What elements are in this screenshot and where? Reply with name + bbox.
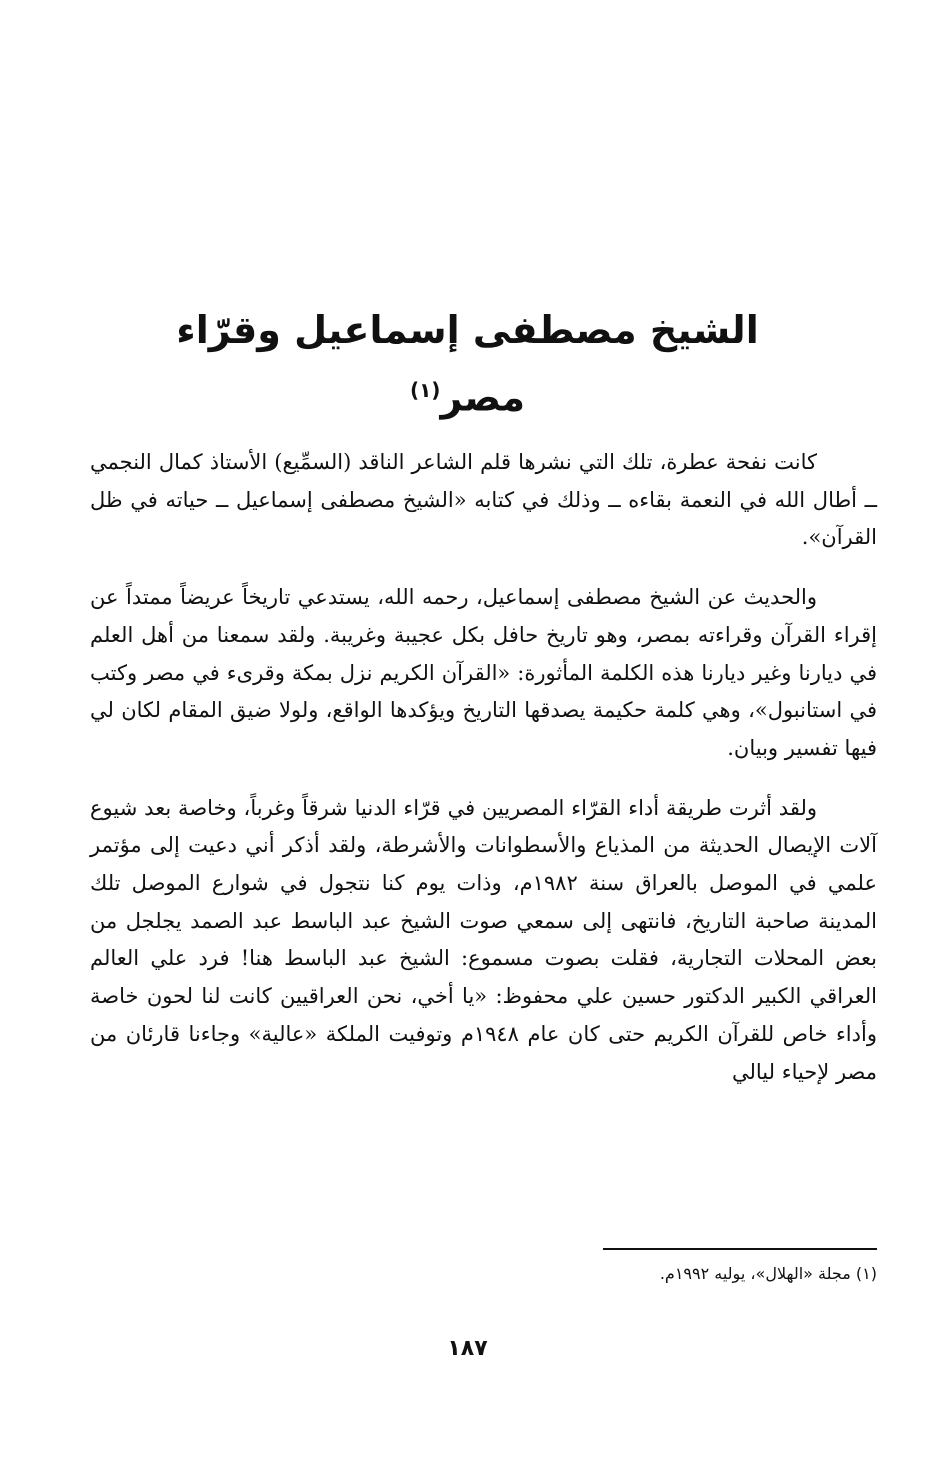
body-text [90,444,877,1113]
paragraph-2: والحديث عن الشيخ مصطفى إسماعيل، رحمه الله، يستدعي تاريخاً عريضاً ممتداً عن إقراء القرآن وقراءته بمصر، وهو تاريخ حافل بكل عجيبة وغريبة. ولقد سمعنا من أهل العلم في ديارنا وغير ديارنا هذه الكلمة المأثورة: «القرآن الكريم نزل بمكة وقرىء في مصر وكتب في استانبول»، وهي كلمة حكيمة يصدقها التاريخ ويؤكدها الواقع، ولولا ضيق المقام لكان لي فيها تفسير وبيان. [90,585,877,760]
footnote-divider [603,1248,877,1250]
chapter-title [150,300,785,428]
footnote: (١) مجلة «الهلال»، يوليه ١٩٩٢م. [659,1264,877,1283]
footnote-reference: (١) [409,378,441,402]
page-number: ١٨٧ [447,1336,488,1361]
chapter-title-text: الشيخ مصطفى إسماعيل وقرّاء مصر [176,308,759,420]
paragraph-3: ولقد أثرت طريقة أداء القرّاء المصريين في قرّاء الدنيا شرقاً وغرباً، وخاصة بعد شيوع آلات الإيصال الحديثة من المذياع والأسطوانات والأشرطة، ولقد أذكر أني دعيت إلى مؤتمر علمي في الموصل بالعراق سنة ١٩٨٢م، وذات يوم كنا نتجول في شوارع الموصل تلك المدينة صاحبة التاريخ، فانتهى إلى سمعي صوت الشيخ عبد الباسط عبد الصمد يجلجل من بعض المحلات التجارية، فقلت بصوت مسموع: الشيخ عبد الباسط هنا! فرد علي العالم العراقي الكبير الدكتور حسين علي محفوظ: «يا أخي، نحن العراقيين كانت لنا لحون خاصة وأداء خاص للقرآن الكريم حتى كان عام ١٩٤٨م وتوفيت الملكة «عالية» وجاءنا قارئان من مصر لإحياء ليالي [90,795,878,1084]
paragraph-1: كانت نفحة عطرة، تلك التي نشرها قلم الشاعر الناقد (السمِّيع) الأستاذ كمال النجمي ــ أطال الله في النعمة بقاءه ــ وذلك في كتابه «الشيخ مصطفى إسماعيل ــ حياته في ظل القرآن». [90,450,877,550]
